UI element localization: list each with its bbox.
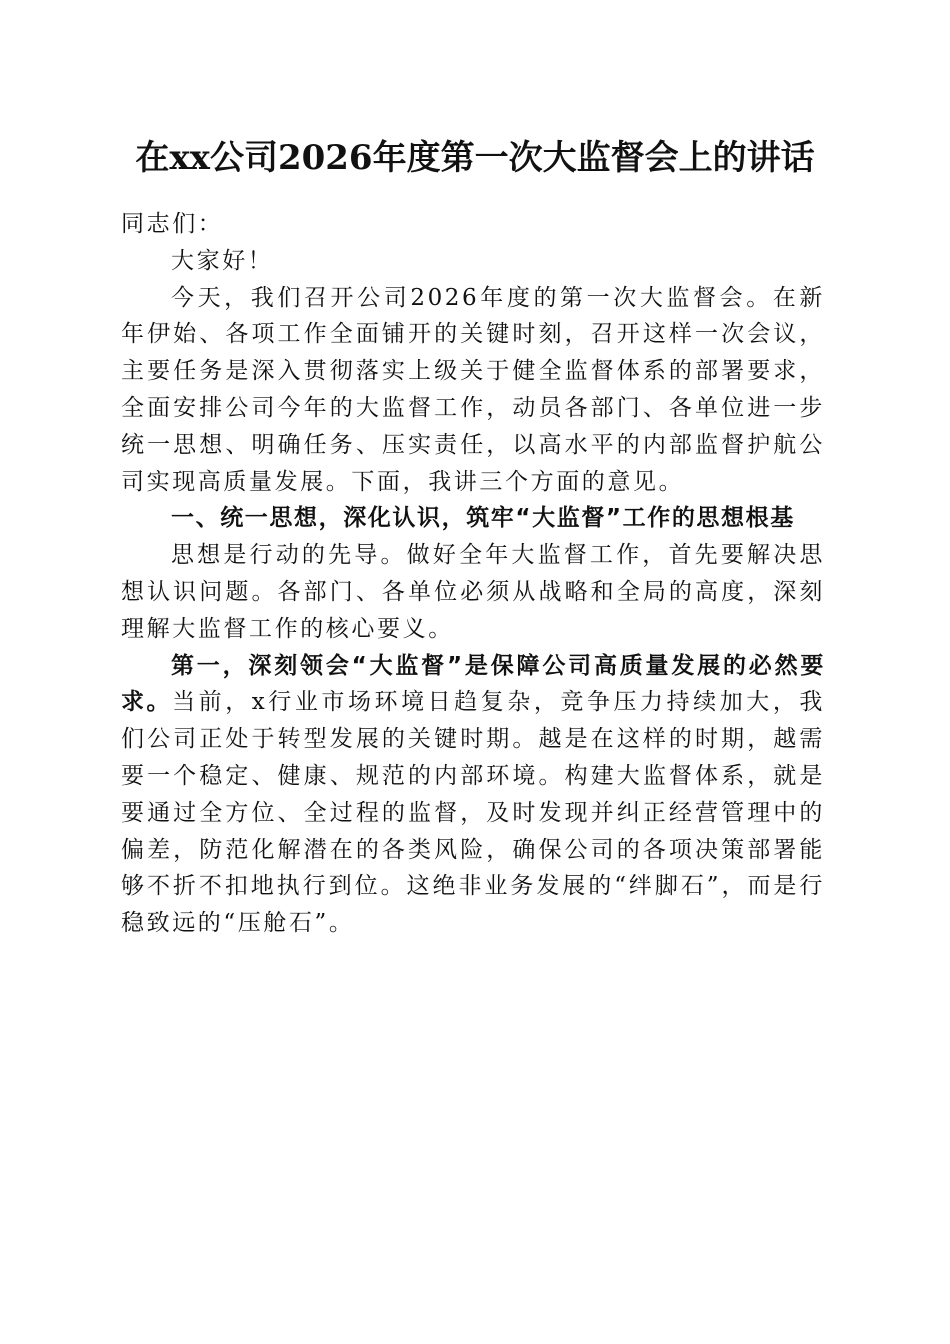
intro-paragraph: 今天，我们召开公司2026年度的第一次大监督会。在新年伊始、各项工作全面铺开的关键时刻，召开这样一次会议，主要任务是深入贯彻落实上级关于健全监督体系的部署要求，全面安排公司今年的大监督工作，动员各部门、各单位进一步统一思想、明确任务、压实责任，以高水平的内部监督护航公司实现高质量发展。下面，我讲三个方面的意见。: [121, 284, 825, 495]
section-heading: 一、统一思想，深化认识，筑牢“大监督”工作的思想根基: [171, 505, 795, 532]
salutation: 同志们：: [121, 211, 224, 237]
point-one-lead: 第一，深刻领会“大监督”是保障公司高质量发展的必然要求。: [121, 652, 825, 716]
point-one-paragraph: [121, 648, 825, 942]
document-title: 在xx公司2026年度第一次大监督会上的讲话: [135, 138, 815, 178]
document-body: [121, 206, 825, 942]
greeting: 大家好！: [171, 247, 274, 274]
point-one-body: 当前，x行业市场环境日趋复杂，竞争压力持续加大，我们公司正处于转型发展的关键时期。越是在这样的时期，越需要一个稳定、健康、规范的内部环境。构建大监督体系，就是要通过全方位、全过程的监督，及时发现并纠正经营管理中的偏差，防范化解潜在的各类风险，确保公司的各项决策部署能够不折不扣地执行到位。这绝非业务发展的“绊脚石”，而是行稳致远的“压舱石”。: [121, 689, 825, 937]
section-intro-paragraph: 思想是行动的先导。做好全年大监督工作，首先要解决思想认识问题。各部门、各单位必须从战略和全局的高度，深刻理解大监督工作的核心要义。: [121, 542, 825, 642]
